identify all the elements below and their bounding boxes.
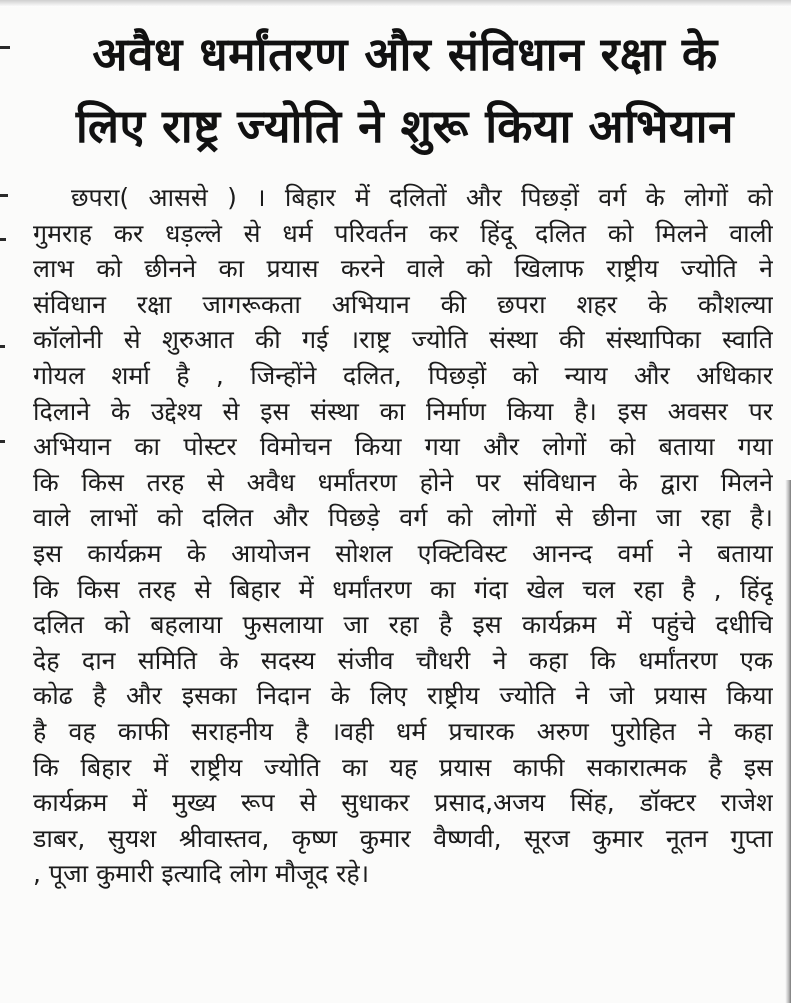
body-line: गुमराह कर धड़ल्ले से धर्म परिवर्तन कर हिंदू दलित को मिलने वाली (33, 218, 773, 248)
article-body (33, 180, 773, 892)
headline-line-1: अवैध धर्मांतरण और संविधान रक्षा के (92, 27, 718, 81)
margin-mark (0, 46, 10, 49)
body-line: छपरा( आससे ) । बिहार में दलितों और पिछड़ों वर्ग के लोगों को (71, 183, 773, 212)
margin-mark (0, 440, 5, 443)
body-line: दलित को बहलाया फुसलाया जा रहा है इस कार्यक्रम में पहुंचे दधीचि (33, 610, 773, 640)
body-line: है वह काफी सराहनीय है ।वही धर्म प्रचारक अरुण पुरोहित ने कहा (33, 716, 773, 746)
top-border (0, 0, 791, 7)
body-line: कि बिहार में राष्ट्रीय ज्योति का यह प्रयास काफी सकारात्मक है इस (33, 752, 773, 782)
body-line: कि किस तरह से अवैध धर्मांतरण होने पर संविधान के द्वारा मिलने (33, 467, 773, 497)
body-line: वाले लाभों को दलित और पिछड़े वर्ग को लोगों से छीना जा रहा है। (33, 503, 773, 533)
body-line: कॉलोनी से शुरुआत की गई ।राष्ट्र ज्योति संस्था की संस्थापिका स्वाति (33, 325, 773, 355)
body-line: कि किस तरह से बिहार में धर्मांतरण का गंदा खेल चल रहा है , हिंदू (33, 574, 773, 604)
body-line: कोढ है और इसका निदान के लिए राष्ट्रीय ज्योति ने जो प्रयास किया (33, 681, 773, 711)
body-line: लाभ को छीनने का प्रयास करने वाले को खिलाफ राष्ट्रीय ज्योति ने (33, 254, 773, 284)
margin-mark (0, 345, 5, 348)
body-line: गोयल शर्मा है , जिन्होंने दलित, पिछड़ों को न्याय और अधिकार (33, 360, 773, 390)
body-line: डाबर, सुयश श्रीवास्तव, कृष्ण कुमार वैष्णवी, सूरज कुमार नूतन गुप्ता (33, 823, 773, 853)
body-line: , पूजा कुमारी इत्यादि लोग मौजूद रहे। (33, 859, 370, 889)
margin-mark (0, 194, 8, 197)
body-line: संविधान रक्षा जागरूकता अभियान की छपरा शहर के कौशल्या (33, 289, 773, 319)
body-line: कार्यक्रम में मुख्य रूप से सुधाकर प्रसाद,अजय सिंह, डॉक्टर राजेश (33, 788, 773, 818)
body-line: अभियान का पोस्टर विमोचन किया गया और लोगों को बताया गया (33, 432, 773, 462)
body-line: इस कार्यक्रम के आयोजन सोशल एक्टिविस्ट आनन्द वर्मा ने बताया (33, 538, 773, 568)
page-edge-shadow (785, 480, 791, 1003)
headline-line-2: लिए राष्ट्र ज्योति ने शुरू किया अभियान (75, 99, 735, 153)
body-line: दिलाने के उद्देश्य से इस संस्था का निर्माण किया है। इस अवसर पर (33, 396, 773, 426)
margin-mark (0, 238, 6, 241)
body-line: देह दान समिति के सदस्य संजीव चौधरी ने कहा कि धर्मांतरण एक (33, 645, 773, 675)
headline (40, 18, 770, 162)
